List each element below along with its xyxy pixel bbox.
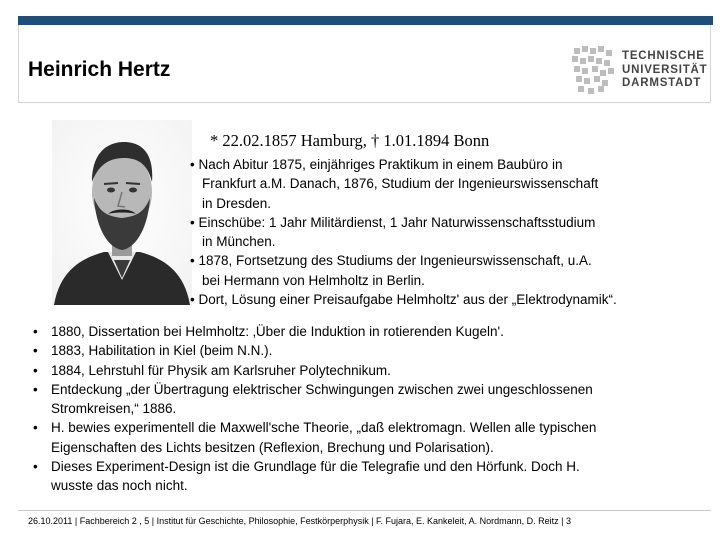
bullet: • <box>190 292 195 308</box>
career-text: H. bewies experimentell die Maxwell'sche Theorie, „daß elektromagn. Wellen alle typischen <box>51 420 597 436</box>
bullet: • <box>190 214 195 230</box>
career-item <box>33 418 713 457</box>
bullet: • <box>33 459 38 475</box>
career-item <box>33 341 713 360</box>
career-text: Dieses Experiment-Design ist die Grundlage für die Telegrafie und den Hörfunk. Doch H. <box>51 459 580 475</box>
bullet: • <box>33 420 38 436</box>
career-item <box>33 322 713 341</box>
bullet: • <box>33 381 38 397</box>
career-text: 1884, Lehrstuhl für Physik am Karlsruher Polytechnikum. <box>51 362 391 378</box>
bullet: • <box>33 362 38 378</box>
career-text-continuation: Eigenschaften des Lichts besitzen (Reflexion, Brechung und Polarisation). <box>51 439 494 455</box>
bio-text: Dort, Lösung einer Preisaufgabe Helmholtz' aus der „Elektrodynamik“. <box>198 292 617 308</box>
bio-item <box>190 155 710 213</box>
career-list <box>33 322 713 496</box>
career-text: 1883, Habilitation in Kiel (beim N.N.). <box>51 343 273 359</box>
header-accent-bar <box>18 16 713 25</box>
logo-line: UNIVERSITÄT <box>622 63 708 76</box>
bio-text: 1878, Fortsetzung des Studiums der Ingenieurswissenschaft, u.A. <box>198 253 592 269</box>
bullet: • <box>33 343 38 359</box>
birth-death-dates: * 22.02.1857 Hamburg, † 1.01.1894 Bonn <box>210 131 490 150</box>
bio-continuation: bei Hermann von Helmholtz in Berlin. <box>202 272 425 288</box>
bio-continuation: in Dresden. <box>202 195 272 211</box>
bio-item <box>190 251 710 290</box>
bio-continuation: in München. <box>202 234 276 250</box>
portrait-icon <box>52 120 192 305</box>
bullet: • <box>33 324 38 339</box>
university-logo <box>570 42 710 100</box>
bio-text: Einschübe: 1 Jahr Militärdienst, 1 Jahr Naturwissenschaftsstudium <box>198 214 596 230</box>
portrait-photo <box>52 120 192 305</box>
career-text: Entdeckung „der Übertragung elektrischer Schwingungen zwischen zwei ungeschlossenen <box>51 381 593 397</box>
logo-text <box>622 50 707 91</box>
tu-darmstadt-logo-icon <box>570 42 618 100</box>
logo-line: DARMSTADT <box>622 77 702 89</box>
footer-divider <box>18 510 711 511</box>
bio-text: Nach Abitur 1875, einjähriges Praktikum in einem Baubüro in <box>198 157 563 172</box>
footer-text: 26.10.2011 | Fachbereich 2 , 5 | Institut für Geschichte, Philosophie, Festkörperphysik | F. Fujara, E. Kankeleit, A. Nordmann, D. Reitz | 3 <box>28 516 571 526</box>
bio-continuation: Frankfurt a.M. Danach, 1876, Studium der Ingenieurswissenschaft <box>202 176 599 192</box>
career-text-continuation: wusste das noch nicht. <box>51 478 188 494</box>
slide-title: Heinrich Hertz <box>28 58 171 81</box>
bullet: • <box>190 253 195 269</box>
logo-line: TECHNISCHE <box>622 50 705 62</box>
bio-item <box>190 290 710 309</box>
career-item <box>33 457 713 496</box>
career-text-continuation: Stromkreisen,“ 1886. <box>51 401 177 417</box>
bullet: • <box>190 157 195 172</box>
bio-list <box>190 155 710 309</box>
career-item <box>33 380 713 419</box>
career-text: 1880, Dissertation bei Helmholtz: ‚Über die Induktion in rotierenden Kugeln'. <box>51 324 504 339</box>
bio-item <box>190 213 710 252</box>
career-item <box>33 361 713 380</box>
